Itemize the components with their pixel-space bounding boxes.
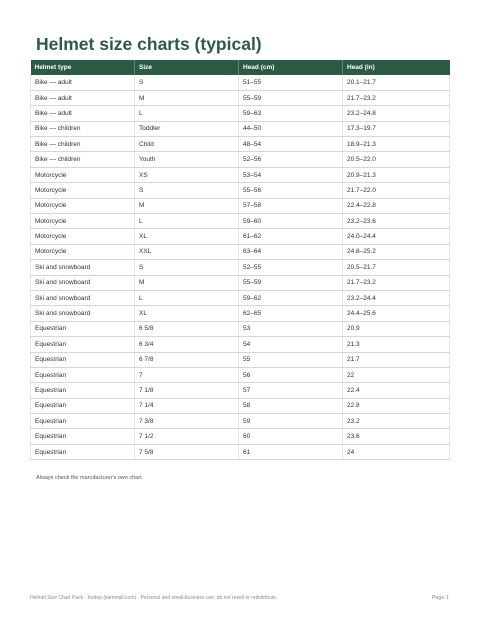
cell-size: M bbox=[135, 275, 239, 290]
cell-size: XL bbox=[135, 229, 239, 244]
cell-head-cm: 53–54 bbox=[239, 167, 343, 182]
cell-helmet-type: Motorcycle bbox=[31, 167, 135, 182]
cell-head-in: 20.9 bbox=[343, 321, 450, 336]
cell-head-in: 24.8–25.2 bbox=[343, 244, 450, 259]
cell-size: 7 1/2 bbox=[135, 429, 239, 444]
cell-size: S bbox=[135, 183, 239, 198]
table-header-row bbox=[31, 60, 450, 75]
cell-head-cm: 61–62 bbox=[239, 229, 343, 244]
table-row bbox=[31, 90, 450, 105]
cell-head-cm: 55–59 bbox=[239, 90, 343, 105]
table-row bbox=[31, 198, 450, 213]
cell-size: XL bbox=[135, 306, 239, 321]
table-body bbox=[31, 75, 450, 460]
page-number: Page 1 bbox=[431, 595, 449, 601]
page-title: Helmet size charts (typical) bbox=[36, 34, 262, 54]
cell-size: Toddler bbox=[135, 121, 239, 136]
cell-head-in: 23.2 bbox=[343, 414, 450, 429]
column-header-helmet-type: Helmet type bbox=[31, 60, 135, 75]
cell-head-in: 23.2–23.6 bbox=[343, 214, 450, 229]
cell-head-cm: 56 bbox=[239, 367, 343, 382]
table-row bbox=[31, 260, 450, 275]
cell-head-in: 22 bbox=[343, 367, 450, 382]
helmet-size-table bbox=[30, 60, 450, 460]
table-row bbox=[31, 121, 450, 136]
cell-helmet-type: Equestrian bbox=[31, 367, 135, 382]
cell-helmet-type: Motorcycle bbox=[31, 198, 135, 213]
cell-helmet-type: Motorcycle bbox=[31, 244, 135, 259]
cell-head-cm: 52–56 bbox=[239, 152, 343, 167]
cell-head-in: 22.4 bbox=[343, 383, 450, 398]
table-row bbox=[31, 306, 450, 321]
cell-head-in: 22.4–22.8 bbox=[343, 198, 450, 213]
cell-head-in: 24.0–24.4 bbox=[343, 229, 450, 244]
cell-head-in: 18.9–21.3 bbox=[343, 137, 450, 152]
table-row bbox=[31, 229, 450, 244]
cell-head-cm: 63–64 bbox=[239, 244, 343, 259]
column-header-size: Size bbox=[135, 60, 239, 75]
cell-helmet-type: Bike — children bbox=[31, 152, 135, 167]
cell-head-cm: 52–55 bbox=[239, 260, 343, 275]
cell-head-in: 20.1–21.7 bbox=[343, 75, 450, 90]
cell-head-in: 24 bbox=[343, 444, 450, 459]
table-row bbox=[31, 137, 450, 152]
cell-head-cm: 61 bbox=[239, 444, 343, 459]
cell-head-in: 20.5–22.0 bbox=[343, 152, 450, 167]
cell-head-in: 24.4–25.6 bbox=[343, 306, 450, 321]
cell-head-cm: 59–62 bbox=[239, 290, 343, 305]
table-row bbox=[31, 106, 450, 121]
cell-head-in: 22.8 bbox=[343, 398, 450, 413]
table-row bbox=[31, 75, 450, 90]
cell-head-in: 17.3–19.7 bbox=[343, 121, 450, 136]
table-row bbox=[31, 352, 450, 367]
table-row bbox=[31, 398, 450, 413]
cell-helmet-type: Ski and snowboard bbox=[31, 260, 135, 275]
cell-head-cm: 55 bbox=[239, 352, 343, 367]
footer-attribution: Helmet Size Chart Pack · Kedop (kammall.com) · Personal and small-business use; do not resell or redistribute. bbox=[30, 595, 278, 601]
cell-head-in: 21.7–22.0 bbox=[343, 183, 450, 198]
cell-helmet-type: Ski and snowboard bbox=[31, 306, 135, 321]
cell-head-in: 23.6 bbox=[343, 429, 450, 444]
table-row bbox=[31, 167, 450, 182]
cell-head-cm: 55–56 bbox=[239, 183, 343, 198]
cell-size: Youth bbox=[135, 152, 239, 167]
cell-size: 6 3/4 bbox=[135, 337, 239, 352]
cell-helmet-type: Equestrian bbox=[31, 398, 135, 413]
cell-size: L bbox=[135, 214, 239, 229]
cell-helmet-type: Equestrian bbox=[31, 352, 135, 367]
cell-size: XS bbox=[135, 167, 239, 182]
cell-head-in: 21.7 bbox=[343, 352, 450, 367]
cell-head-cm: 44–50 bbox=[239, 121, 343, 136]
cell-helmet-type: Equestrian bbox=[31, 414, 135, 429]
table-row bbox=[31, 337, 450, 352]
cell-helmet-type: Equestrian bbox=[31, 321, 135, 336]
manufacturer-note: Always check the manufacturer's own chart. bbox=[36, 475, 144, 481]
column-header-head-cm: Head (cm) bbox=[239, 60, 343, 75]
cell-helmet-type: Motorcycle bbox=[31, 183, 135, 198]
table-row bbox=[31, 429, 450, 444]
cell-head-cm: 57 bbox=[239, 383, 343, 398]
cell-head-cm: 54 bbox=[239, 337, 343, 352]
table-row bbox=[31, 321, 450, 336]
cell-helmet-type: Equestrian bbox=[31, 444, 135, 459]
table-row bbox=[31, 367, 450, 382]
cell-head-cm: 51–55 bbox=[239, 75, 343, 90]
cell-helmet-type: Ski and snowboard bbox=[31, 275, 135, 290]
cell-head-cm: 58 bbox=[239, 398, 343, 413]
table-row bbox=[31, 214, 450, 229]
cell-head-cm: 59–63 bbox=[239, 106, 343, 121]
cell-size: M bbox=[135, 198, 239, 213]
table-row bbox=[31, 383, 450, 398]
cell-head-cm: 55–59 bbox=[239, 275, 343, 290]
table-header bbox=[31, 60, 450, 75]
cell-helmet-type: Bike — children bbox=[31, 137, 135, 152]
cell-size: 7 bbox=[135, 367, 239, 382]
cell-size: S bbox=[135, 260, 239, 275]
table-row bbox=[31, 183, 450, 198]
cell-head-in: 21.3 bbox=[343, 337, 450, 352]
cell-helmet-type: Equestrian bbox=[31, 429, 135, 444]
table-row bbox=[31, 290, 450, 305]
table-row bbox=[31, 444, 450, 459]
cell-head-cm: 59 bbox=[239, 414, 343, 429]
cell-helmet-type: Motorcycle bbox=[31, 229, 135, 244]
cell-size: 7 1/4 bbox=[135, 398, 239, 413]
cell-head-in: 20.5–21.7 bbox=[343, 260, 450, 275]
cell-head-cm: 48–54 bbox=[239, 137, 343, 152]
cell-head-in: 20.9–21.3 bbox=[343, 167, 450, 182]
table-row bbox=[31, 244, 450, 259]
cell-head-in: 23.2–24.4 bbox=[343, 290, 450, 305]
cell-helmet-type: Equestrian bbox=[31, 383, 135, 398]
cell-size: S bbox=[135, 75, 239, 90]
table-row bbox=[31, 275, 450, 290]
cell-helmet-type: Bike — adult bbox=[31, 90, 135, 105]
cell-size: M bbox=[135, 90, 239, 105]
cell-size: 7 3/8 bbox=[135, 414, 239, 429]
cell-helmet-type: Ski and snowboard bbox=[31, 290, 135, 305]
cell-size: L bbox=[135, 290, 239, 305]
cell-helmet-type: Motorcycle bbox=[31, 214, 135, 229]
cell-head-cm: 53 bbox=[239, 321, 343, 336]
column-header-head-in: Head (in) bbox=[347, 64, 375, 71]
table-row bbox=[31, 152, 450, 167]
cell-head-in: 21.7–23.2 bbox=[343, 275, 450, 290]
cell-size: XXL bbox=[135, 244, 239, 259]
cell-size: 6 5/8 bbox=[135, 321, 239, 336]
cell-size: 7 5/8 bbox=[135, 444, 239, 459]
cell-size: 6 7/8 bbox=[135, 352, 239, 367]
cell-helmet-type: Equestrian bbox=[31, 337, 135, 352]
cell-head-cm: 62–65 bbox=[239, 306, 343, 321]
cell-helmet-type: Bike — adult bbox=[31, 75, 135, 90]
cell-head-cm: 57–58 bbox=[239, 198, 343, 213]
cell-head-cm: 59–60 bbox=[239, 214, 343, 229]
table-row bbox=[31, 414, 450, 429]
cell-helmet-type: Bike — children bbox=[31, 121, 135, 136]
cell-helmet-type: Bike — adult bbox=[31, 106, 135, 121]
cell-head-in: 21.7–23.2 bbox=[343, 90, 450, 105]
cell-head-in: 23.2–24.8 bbox=[343, 106, 450, 121]
cell-size: 7 1/8 bbox=[135, 383, 239, 398]
cell-size: L bbox=[135, 106, 239, 121]
cell-head-cm: 60 bbox=[239, 429, 343, 444]
cell-size: Child bbox=[135, 137, 239, 152]
